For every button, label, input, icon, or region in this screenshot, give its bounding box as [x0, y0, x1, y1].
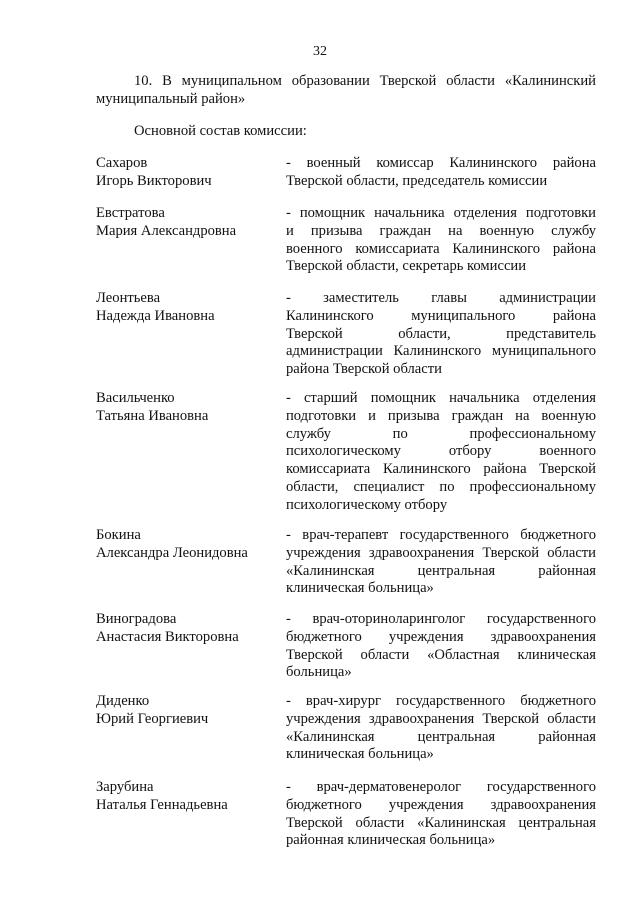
member-role-line: клиническая больница»	[286, 580, 434, 597]
member-role-line: психологическому отбору военного	[286, 443, 596, 460]
member-role	[286, 611, 596, 682]
member-given-name: Мария Александровна	[96, 222, 237, 239]
member-role	[286, 155, 596, 191]
member-role-line: больница»	[286, 664, 352, 681]
member-role-line: комиссариата Калининского района Тверской	[286, 461, 596, 478]
section-heading: 10. В муниципальном образовании Тверской области «Калининский муниципальный район»	[96, 73, 596, 107]
member-role-line: - врач-дерматовенеролог государственного	[286, 779, 596, 795]
member-surname: Сахаров	[96, 155, 148, 171]
member-name	[96, 779, 281, 815]
member-surname: Леонтьева	[96, 290, 161, 306]
member-role-line: «Калининская центральная районная	[286, 728, 596, 745]
member-role-line: клиническая больница»	[286, 746, 434, 763]
member-surname: Бокина	[96, 527, 141, 543]
member-given-name: Юрий Георгиевич	[96, 710, 209, 727]
member-name	[96, 205, 281, 241]
member-role-line: - врач-хирург государственного бюджетного	[286, 693, 596, 709]
member-role	[286, 779, 596, 850]
commission-subheading: Основной состав комиссии:	[134, 123, 307, 139]
member-role-line: - помощник начальника отделения подготовки	[286, 205, 596, 221]
member-role-line: Тверской области, председатель комиссии	[286, 172, 548, 189]
member-given-name: Анастасия Викторовна	[96, 628, 239, 645]
member-name	[96, 611, 281, 647]
member-role-line: и призыва граждан на военную службу	[286, 222, 596, 239]
member-role-line: учреждения здравоохранения Тверской области	[286, 710, 596, 727]
member-surname: Евстратова	[96, 205, 165, 221]
member-name	[96, 527, 281, 563]
member-role	[286, 693, 596, 764]
member-role-line: района Тверской области	[286, 361, 442, 378]
member-role	[286, 527, 596, 598]
member-given-name: Татьяна Ивановна	[96, 407, 209, 424]
member-role-line: учреждения здравоохранения Тверской области	[286, 544, 596, 561]
member-role-line: Тверской области «Областная клиническая	[286, 646, 596, 663]
member-given-name: Надежда Ивановна	[96, 307, 215, 324]
member-name	[96, 693, 281, 729]
member-name	[96, 290, 281, 326]
member-role-line: области, специалист по профессиональному	[286, 478, 596, 495]
member-role-line: - врач-оториноларинголог государственного	[286, 611, 596, 627]
member-role-line: психологическому отбору	[286, 496, 448, 513]
member-role-line: Тверской области «Калининская центральная	[286, 814, 596, 831]
member-name	[96, 390, 281, 426]
member-surname: Васильченко	[96, 390, 175, 406]
member-given-name: Наталья Геннадьевна	[96, 796, 228, 813]
member-role-line: Калининского муниципального района	[286, 307, 596, 324]
member-role-line: Тверской области, секретарь комиссии	[286, 258, 527, 275]
member-given-name: Игорь Викторович	[96, 172, 212, 189]
member-name	[96, 155, 281, 191]
member-role	[286, 390, 596, 515]
member-surname: Виноградова	[96, 611, 177, 627]
page-number: 32	[313, 44, 327, 59]
member-role-line: подготовки и призыва граждан на военную	[286, 407, 596, 424]
member-surname: Диденко	[96, 693, 150, 709]
member-surname: Зарубина	[96, 779, 154, 795]
member-role-line: бюджетного учреждения здравоохранения	[286, 628, 596, 645]
member-role-line: военного комиссариата Калининского района	[286, 240, 596, 257]
member-role-line: службу по профессиональному	[286, 425, 596, 442]
member-role-line: «Калининская центральная районная	[286, 562, 596, 579]
member-role-line: - заместитель главы администрации	[286, 290, 596, 306]
member-role-line: районная клиническая больница»	[286, 832, 496, 849]
member-role-line: бюджетного учреждения здравоохранения	[286, 796, 596, 813]
member-role-line: - врач-терапевт государственного бюджетного	[286, 527, 596, 543]
member-role	[286, 290, 596, 379]
member-role-line: - военный комиссар Калининского района	[286, 155, 596, 171]
member-role-line: администрации Калининского муниципального	[286, 343, 596, 360]
member-role	[286, 205, 596, 276]
member-role-line: - старший помощник начальника отделения	[286, 390, 596, 406]
member-given-name: Александра Леонидовна	[96, 544, 248, 561]
member-role-line: Тверской области, представитель	[286, 325, 596, 342]
